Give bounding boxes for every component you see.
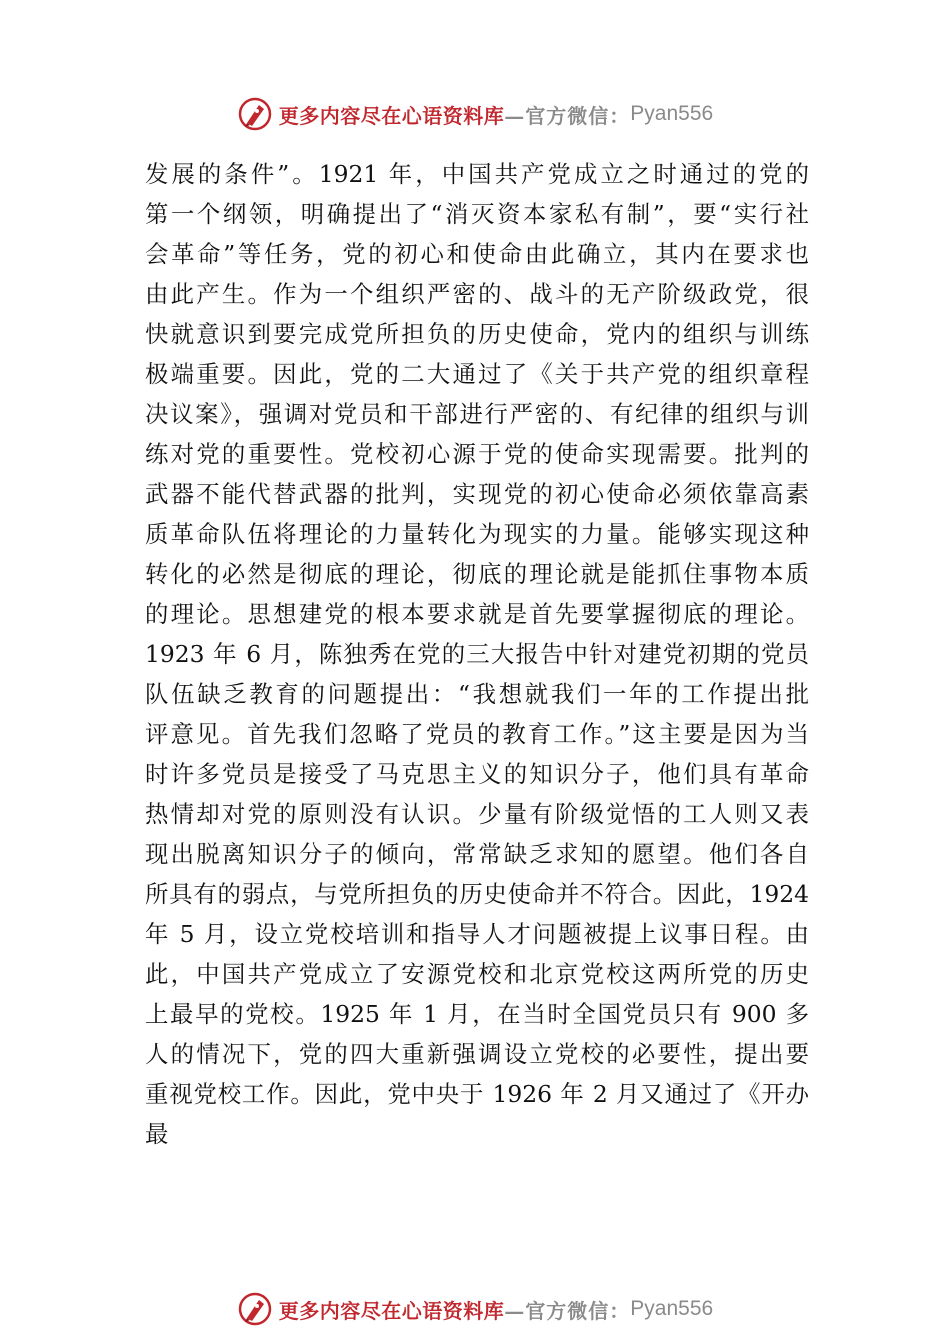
banner-separator-label: —官方微信：	[504, 103, 631, 128]
wechat-id: Pyan556	[630, 1297, 714, 1320]
body-line: 会革命”等任务，党的初心和使命由此确立，其内在要求也	[145, 240, 809, 268]
body-line: 人的情况下，党的四大重新强调设立党校的必要性，提出要	[145, 1040, 809, 1068]
body-line: 热情却对党的原则没有认识。少量有阶级觉悟的工人则又表	[145, 800, 809, 828]
body-line: 评意见。首先我们忽略了党员的教育工作。”这主要是因为当	[145, 720, 809, 748]
body-line: 年 5 月，设立党校培训和指导人才问题被提上议事日程。由	[145, 920, 809, 948]
body-line: 决议案》，强调对党员和干部进行严密的、有纪律的组织与训	[145, 400, 809, 428]
pen-logo-icon	[237, 96, 273, 132]
wechat-id: Pyan556	[630, 102, 714, 125]
body-line: 发展的条件”。1921 年，中国共产党成立之时通过的党的	[145, 160, 809, 188]
footer-banner	[0, 1287, 950, 1331]
body-line: 快就意识到要完成党所担负的历史使命，党内的组织与训练	[145, 320, 809, 348]
body-line: 武器不能代替武器的批判，实现党的初心使命必须依靠高素	[145, 480, 809, 508]
banner-separator-label: —官方微信：	[504, 1298, 631, 1323]
body-line: 练对党的重要性。党校初心源于党的使命实现需要。批判的	[145, 440, 809, 468]
body-text	[145, 154, 809, 1154]
body-line: 由此产生。作为一个组织严密的、战斗的无产阶级政党，很	[145, 280, 809, 308]
body-line: 重视党校工作。因此，党中央于 1926 年 2 月又通过了《开办	[145, 1080, 809, 1108]
body-line: 时许多党员是接受了马克思主义的知识分子，他们具有革命	[145, 760, 809, 788]
banner-title: 更多内容尽在心语资料库	[278, 103, 505, 128]
body-line: 第一个纲领，明确提出了“消灭资本家私有制”，要“实行社	[145, 200, 809, 228]
pen-logo-icon	[237, 1291, 273, 1327]
body-line: 队伍缺乏教育的问题提出：“我想就我们一年的工作提出批	[145, 680, 809, 708]
body-line: 转化的必然是彻底的理论，彻底的理论就是能抓住事物本质	[145, 560, 809, 588]
body-line: 质革命队伍将理论的力量转化为现实的力量。能够实现这种	[145, 520, 809, 548]
body-line: 现出脱离知识分子的倾向，常常缺乏求知的愿望。他们各自	[145, 840, 809, 868]
body-line: 此，中国共产党成立了安源党校和北京党校这两所党的历史	[145, 960, 809, 988]
body-line: 上最早的党校。1925 年 1 月，在当时全国党员只有 900 多	[145, 1000, 809, 1028]
banner-title: 更多内容尽在心语资料库	[278, 1298, 505, 1323]
body-line: 所具有的弱点，与党所担负的历史使命并不符合。因此，1924	[145, 880, 809, 908]
body-line: 极端重要。因此，党的二大通过了《关于共产党的组织章程	[145, 360, 809, 388]
header-banner	[0, 92, 950, 136]
body-line: 1923 年 6 月，陈独秀在党的三大报告中针对建党初期的党员	[145, 640, 809, 668]
body-line: 的理论。思想建党的根本要求就是首先要掌握彻底的理论。	[145, 600, 809, 628]
body-line: 最	[145, 1120, 169, 1148]
